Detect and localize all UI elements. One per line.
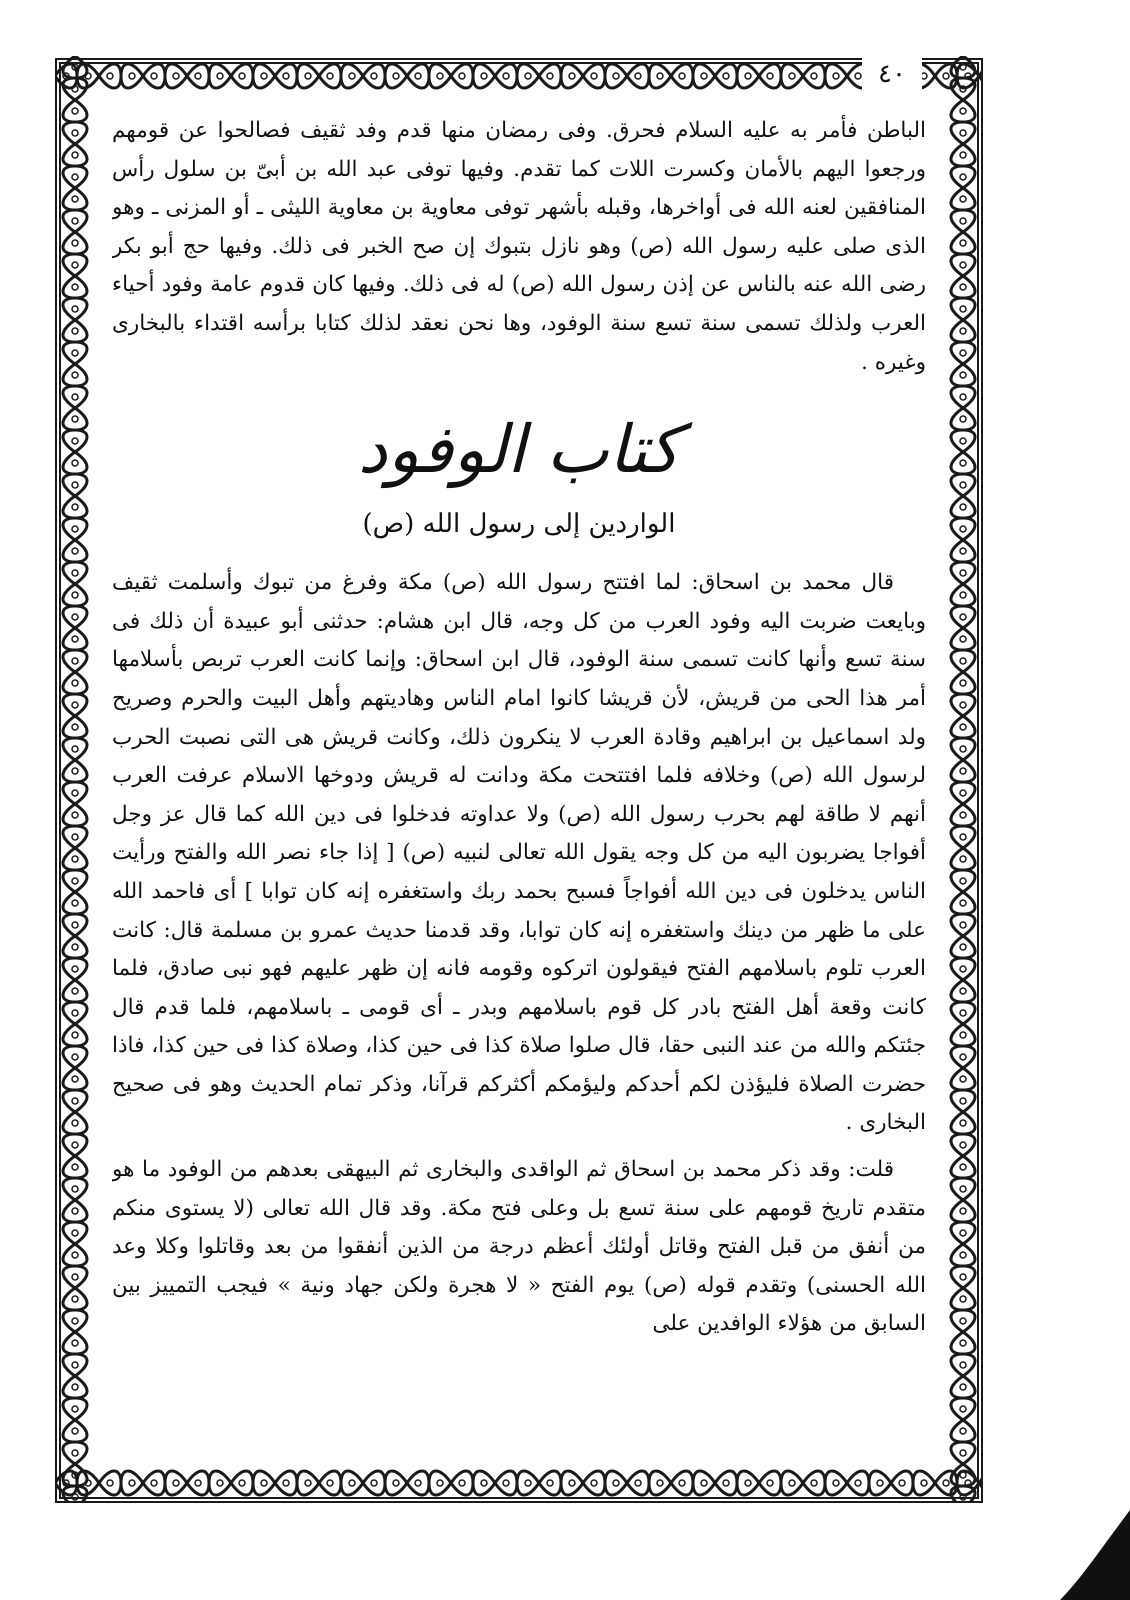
chapter-subtitle: الواردين إلى رسول الله (ص) [362,509,676,540]
page-content [112,112,926,1452]
intro-paragraph: الباطن فأمر به عليه السلام فحرق. وفى رمضان منها قدم وفد ثقيف فصالحوا عن قومهم ورجعوا اليهم بالأمان وكسرت اللات كما تقدم. وفيها توفى عبد الله بن أبىّ بن سلول رأس المنافقين لعنه الله فى أواخرها، وقبله بأشهر توفى معاوية بن معاوية الليثى ـ أو المزنى ـ وهو الذى صلى عليه رسول الله (ص) وهو نازل بتبوك إن صح الخبر فى ذلك. وفيها حج أبو بكر رضى الله عنه بالناس عن إذن رسول الله (ص) له فى ذلك. وفيها كان قدوم عامة وفود أحياء العرب ولذلك تسمى سنة تسع سنة الوفود، وها نحن نعقد لذلك كتابا برأسه اقتداء بالبخارى وغيره . [112,118,926,375]
chapter-title: كتاب الوفود [357,411,681,489]
scan-shadow-mark [1040,1470,1130,1600]
chapter-heading [112,404,926,546]
body-paragraph: قال محمد بن اسحاق: لما افتتح رسول الله (ص) مكة وفرغ من تبوك وأسلمت ثقيف وبايعت ضربت اليه وفود العرب من كل وجه، قال ابن هشام: حدثنى أبو عبيدة أن ذلك فى سنة تسع وأنها كانت تسمى سنة الوفود، قال ابن اسحاق: وإنما كانت العرب تربص بأسلامها أمر هذا الحى من قريش، لأن قريشا كانوا امام الناس وهاديتهم وأهل البيت والحرم وصريح ولد اسماعيل بن ابراهيم وقادة العرب لا ينكرون ذلك، وكانت قريش هى التى نصبت الحرب لرسول الله (ص) وخلافه فلما افتتحت مكة ودانت له قريش ودوخها الاسلام عرفت العرب أنهم لا طاقة لهم بحرب رسول الله (ص) ولا عداوته فدخلوا فى دين الله كما قال عز وجل أفواجا يضربون اليه من كل وجه يقول الله تعالى لنبيه (ص) [ إذا جاء نصر الله والفتح ورأيت الناس يدخلون فى دين الله أفواجاً فسبح بحمد ربك واستغفره إنه كان توابا ] أى فاحمد الله على ما ظهر من دينك واستغفره إنه كان توابا، وقد قدمنا حديث عمرو بن مسلمة قال: كانت العرب تلوم باسلامهم الفتح فيقولون اتركوه وقومه فانه إن ظهر عليهم فهو نبى صادق، فلما كانت وقعة أهل الفتح بادر كل قوم باسلامهم وبدر ـ أى قومى ـ باسلامهم، فلما قدم قال جئتكم والله من عند النبى حقا، قال صلوا صلاة كذا فى حين كذا، وصلاة كذا فى حين كذا، فاذا حضرت الصلاة فليؤذن لكم أحدكم وليؤمكم أكثركم قرآنا، وذكر تمام الحديث وهو فى صحيح البخارى . [112,570,926,1136]
page-number: ٤٠ [862,56,922,92]
body-paragraph: قلت: وقد ذكر محمد بن اسحاق ثم الواقدى والبخارى ثم البيهقى بعدهم من الوفود ما هو متقدم تاريخ قومهم على سنة تسع بل وعلى فتح مكة. وقد قال الله تعالى (لا يستوى منكم من أنفق من قبل الفتح وقاتل أولئك أعظم درجة من الذين أنفقوا من بعد وقاتلوا وكلا وعد الله الحسنى) وتقدم قوله (ص) يوم الفتح « لا هجرة ولكن جهاد ونية » فيجب التمييز بين السابق من هؤلاء الوافدين على [112,1157,926,1337]
